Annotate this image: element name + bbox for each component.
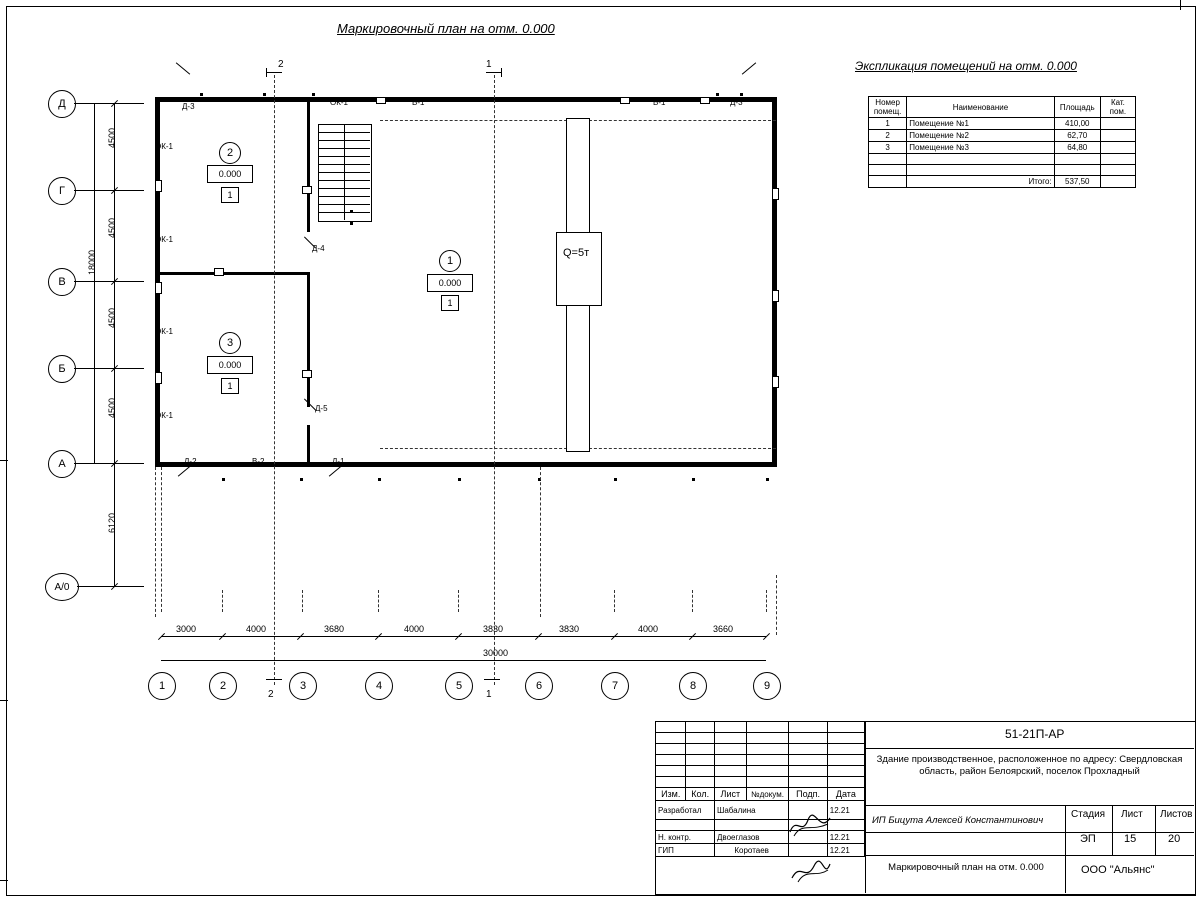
section-arrow-2-top (266, 72, 282, 73)
opening-mark (700, 97, 710, 104)
section-arrow-2-bottom (266, 679, 282, 680)
section-arrow-head (266, 68, 267, 77)
name-empty (715, 820, 789, 831)
cell-name (907, 154, 1054, 165)
section-line-left-ext (155, 467, 156, 617)
total-cat (1100, 176, 1135, 188)
room-marker-3: 3 (219, 332, 241, 354)
stamp-divider-v4 (1155, 805, 1156, 855)
axis-leader-a (74, 463, 144, 464)
axis-circle-g: Г (48, 177, 76, 205)
rev-cell (827, 755, 864, 766)
column-dot (740, 93, 743, 96)
table-row (869, 142, 1136, 154)
date-ncontr: 12.21 (827, 831, 864, 844)
opening-label-ok1-3: ОК-1 (155, 327, 173, 336)
cell-area (1054, 154, 1100, 165)
opening-label-d5: Д-5 (315, 404, 328, 413)
bottom-total-dim-line (161, 660, 766, 661)
interior-wall-vertical (307, 102, 310, 232)
rev-cell (715, 722, 747, 733)
opening-mark (772, 376, 779, 388)
section-arrow-1-bottom (484, 679, 500, 680)
opening-label-d4: Д-4 (312, 244, 325, 253)
axis-circle-8: 8 (679, 672, 707, 700)
list-value: 15 (1124, 833, 1137, 845)
rev-cell (686, 755, 715, 766)
room-level-3: 0.000 (207, 356, 253, 374)
axis-leader-b (74, 368, 144, 369)
rev-cell (715, 733, 747, 744)
bottom-total-dim: 30000 (483, 648, 509, 658)
opening-label-ok1-top: ОК-1 (330, 98, 348, 107)
rev-cell (656, 766, 686, 777)
wall-top (155, 97, 777, 102)
opening-label-ok1-2: ОК-1 (155, 235, 173, 244)
grid-line-7 (614, 590, 615, 612)
axis-circle-b: Б (48, 355, 76, 383)
stamp-divider-v2 (1065, 805, 1066, 855)
room-cat-2: 1 (221, 187, 239, 203)
interior-wall-vertical-3 (307, 425, 310, 465)
opening-label-d3-top-right: Д-3 (730, 98, 743, 107)
revision-row (656, 766, 865, 777)
explication-header-row (869, 97, 1136, 118)
opening-mark (620, 97, 630, 104)
axis-leader-a0 (77, 586, 144, 587)
axis-leader-d (74, 103, 144, 104)
table-row (869, 118, 1136, 130)
rev-cell (715, 744, 747, 755)
role-developer: Разработал (656, 801, 715, 820)
cell-number (869, 165, 907, 176)
axis-circle-a: А (48, 450, 76, 478)
revision-row (656, 722, 865, 733)
grid-line-5 (458, 590, 459, 612)
cell-name (907, 165, 1054, 176)
opening-label-v1-a: В-1 (412, 98, 425, 107)
rev-cell (715, 755, 747, 766)
rev-cell (827, 777, 864, 788)
total-label: Итого: (907, 176, 1054, 188)
opening-label-d2: Д-2 (184, 457, 197, 466)
section-line-right-ext (540, 467, 541, 617)
section-line-1 (494, 75, 495, 685)
role-empty (656, 820, 715, 831)
axis-leader-g (74, 190, 144, 191)
axis-circle-7: 7 (601, 672, 629, 700)
column-dot (200, 93, 203, 96)
rev-cell (746, 766, 789, 777)
list-label: Лист (1121, 809, 1143, 820)
rev-cell (789, 777, 827, 788)
room-marker-2: 2 (219, 142, 241, 164)
company-name: ООО "Альянс" (1081, 864, 1155, 876)
table-row (869, 165, 1136, 176)
opening-mark (155, 282, 162, 294)
stamp-divider-h2 (865, 805, 1194, 806)
cell-name: Помещение №3 (907, 142, 1054, 154)
grid-line-8 (692, 590, 693, 612)
explication-title: Экспликация помещений на отм. 0.000 (855, 59, 1077, 73)
rev-cell (827, 766, 864, 777)
column-dot (692, 478, 695, 481)
role-ncontr: Н. контр. (656, 831, 715, 844)
column-dot (222, 478, 225, 481)
rev-col-date: Дата (827, 788, 864, 801)
axis-circle-3: 3 (289, 672, 317, 700)
frame-left-margin-line (0, 460, 8, 461)
stamp-divider-vertical (865, 721, 866, 893)
cell-number (869, 154, 907, 165)
stage-value: ЭП (1080, 833, 1096, 845)
opening-label-d1: Д-1 (332, 457, 345, 466)
rev-cell (656, 755, 686, 766)
rev-cell (789, 744, 827, 755)
rev-cell (789, 733, 827, 744)
axis-circle-v: В (48, 268, 76, 296)
designer-name: ИП Бицута Алексей Константинович (872, 815, 1044, 826)
opening-mark (155, 372, 162, 384)
cell-area: 410,00 (1054, 118, 1100, 130)
rev-cell (686, 733, 715, 744)
total-value: 537,50 (1054, 176, 1100, 188)
room-marker-1: 1 (439, 250, 461, 272)
vertical-dim-3: 4500 (107, 308, 117, 329)
rev-cell (746, 733, 789, 744)
bottom-dim-2: 4000 (246, 624, 267, 634)
rev-cell (656, 744, 686, 755)
column-dot (263, 93, 266, 96)
total-empty (869, 176, 907, 188)
axis-circle-a0: А/0 (45, 573, 79, 601)
col-number: Номер помещ. (869, 97, 907, 118)
rev-cell (686, 766, 715, 777)
rev-col-list: Лист (715, 788, 747, 801)
stamp-divider-h3 (865, 832, 1194, 833)
axis-circle-2: 2 (209, 672, 237, 700)
col-cat: Кат. пом. (1100, 97, 1135, 118)
col-name: Наименование (907, 97, 1054, 118)
grid-line-4 (378, 590, 379, 612)
explication-table (868, 96, 1136, 188)
opening-mark (214, 268, 224, 276)
rev-cell (827, 744, 864, 755)
rev-cell (686, 722, 715, 733)
role-gip: ГИП (656, 844, 715, 857)
rev-cell (686, 744, 715, 755)
rev-cell (827, 733, 864, 744)
grid-line-9 (766, 590, 767, 612)
rev-col-docnum: №докум. (746, 788, 789, 801)
rev-cell (789, 755, 827, 766)
revision-table (655, 721, 865, 857)
section-arrow-head (501, 68, 502, 77)
cell-number: 1 (869, 118, 907, 130)
opening-mark (772, 290, 779, 302)
table-row (869, 130, 1136, 142)
date-developer: 12.21 (827, 801, 864, 820)
bottom-dim-4: 4000 (404, 624, 425, 634)
rev-cell (656, 733, 686, 744)
date-empty (827, 820, 864, 831)
rev-col-izm: Изм. (656, 788, 686, 801)
rev-cell (656, 777, 686, 788)
opening-label-ok1-1: ОК-1 (155, 142, 173, 151)
axis-circle-6: 6 (525, 672, 553, 700)
rev-cell (789, 766, 827, 777)
rev-col-kol: Кол. (686, 788, 715, 801)
stamp-divider-v5 (1065, 855, 1066, 893)
opening-mark (155, 180, 162, 192)
opening-label-d3-top: Д-3 (182, 102, 195, 111)
rev-cell (827, 722, 864, 733)
rev-cell (746, 777, 789, 788)
rev-cell (746, 744, 789, 755)
frame-left-margin-line-2 (0, 700, 8, 701)
col-area: Площадь (1054, 97, 1100, 118)
bottom-dim-7: 4000 (638, 624, 659, 634)
column-dot (378, 478, 381, 481)
bottom-dim-1: 3000 (176, 624, 197, 634)
axis-circle-9: 9 (753, 672, 781, 700)
name-ncontr: Двоеглазов (715, 831, 789, 844)
room-cat-1: 1 (441, 295, 459, 311)
interior-wall-vertical-2 (307, 272, 310, 407)
cell-cat (1100, 142, 1135, 154)
rev-cell (746, 755, 789, 766)
date-gip: 12.21 (827, 844, 864, 857)
section-mark-1-bottom: 1 (486, 689, 492, 700)
stair-dot (350, 210, 353, 213)
opening-label-ok1-4: ОК-1 (155, 411, 173, 420)
rev-cell (715, 777, 747, 788)
grid-line-1 (161, 467, 162, 612)
rev-cell (746, 722, 789, 733)
bottom-dim-5: 3830 (483, 624, 504, 634)
revision-row (656, 733, 865, 744)
section-mark-2-top: 2 (278, 59, 284, 70)
cell-cat (1100, 165, 1135, 176)
grid-line-2 (222, 590, 223, 612)
axis-circle-d: Д (48, 90, 76, 118)
vertical-dim-5: 6120 (107, 513, 117, 534)
stair-rail (344, 124, 345, 220)
rev-cell (715, 766, 747, 777)
section-line-2 (274, 75, 275, 685)
cell-number: 2 (869, 130, 907, 142)
grid-line-3 (302, 590, 303, 612)
vertical-dim-4: 4500 (107, 398, 117, 419)
stamp-row-spacer (656, 820, 865, 831)
vertical-dim-1: 4500 (107, 128, 117, 149)
name-gip: Коротаев (715, 844, 789, 857)
explication-total-row (869, 176, 1136, 188)
rev-cell (789, 722, 827, 733)
crane-capacity-label: Q=5т (563, 247, 590, 259)
interior-wall-horizontal (158, 272, 308, 275)
lists-label: Листов (1160, 809, 1193, 820)
rev-cell (686, 777, 715, 788)
bottom-dim-6: 3830 (559, 624, 580, 634)
cell-area (1054, 165, 1100, 176)
cell-cat (1100, 118, 1135, 130)
cell-area: 62,70 (1054, 130, 1100, 142)
vertical-dim-2: 4500 (107, 218, 117, 239)
revision-row (656, 777, 865, 788)
frame-corner-line (1180, 0, 1181, 10)
stage-label: Стадия (1071, 809, 1106, 820)
staircase (318, 124, 372, 222)
stamp-row-ncontr (656, 831, 865, 844)
revision-row (656, 755, 865, 766)
object-title: Здание производственное, расположенное по адресу: Свердловская область, район Белоярский, поселок Прохладный (876, 754, 1183, 777)
project-code: 51-21П-АР (1005, 727, 1065, 741)
rev-col-sign: Подп. (789, 788, 827, 801)
room-cat-3: 1 (221, 378, 239, 394)
column-dot (766, 478, 769, 481)
table-row (869, 154, 1136, 165)
rev-cell (656, 722, 686, 733)
name-developer: Шабалина (715, 801, 789, 820)
room-level-2: 0.000 (207, 165, 253, 183)
cell-area: 64,80 (1054, 142, 1100, 154)
bottom-dim-8: 3660 (713, 624, 734, 634)
column-dot (716, 93, 719, 96)
opening-mark (302, 186, 312, 194)
revision-row (656, 744, 865, 755)
lists-value: 20 (1168, 833, 1181, 845)
opening-mark (376, 97, 386, 104)
axis-circle-1: 1 (148, 672, 176, 700)
cell-number: 3 (869, 142, 907, 154)
vertical-dim-chain-outer (94, 103, 95, 463)
stamp-divider-h4 (865, 855, 1194, 856)
axis-circle-4: 4 (365, 672, 393, 700)
sign-gip (789, 844, 827, 857)
cell-cat (1100, 154, 1135, 165)
room-level-1: 0.000 (427, 274, 473, 292)
wall-right (772, 97, 777, 467)
section-mark-1-top: 1 (486, 59, 492, 70)
column-dot (614, 478, 617, 481)
wall-bottom (155, 462, 777, 467)
axis-circle-5: 5 (445, 672, 473, 700)
cell-name: Помещение №2 (907, 130, 1054, 142)
bottom-dim-3: 3680 (324, 624, 345, 634)
crane-block (556, 232, 602, 306)
opening-label-v1-b: В-1 (653, 98, 666, 107)
stamp-row-developer (656, 801, 865, 820)
axis-leader-v (74, 281, 144, 282)
stamp-divider-h1 (865, 748, 1194, 749)
section-mark-2-bottom: 2 (268, 689, 274, 700)
opening-label-v2: В-2 (252, 457, 265, 466)
stair-dot (350, 222, 353, 225)
plan-title: Маркировочный план на отм. 0.000 (337, 21, 555, 36)
column-dot (300, 478, 303, 481)
stamp-divider-v3 (1112, 805, 1113, 855)
cell-name: Помещение №1 (907, 118, 1054, 130)
revision-header-row (656, 788, 865, 801)
sheet-title: Маркировочный план на отм. 0.000 (888, 862, 1044, 873)
cell-cat (1100, 130, 1135, 142)
vertical-total-dim: 18000 (87, 250, 97, 276)
section-arrow-1-top (486, 72, 502, 73)
bottom-dim-line (161, 636, 766, 637)
section-line-far-right (776, 575, 777, 635)
column-dot (458, 478, 461, 481)
stamp-row-gip (656, 844, 865, 857)
opening-mark (302, 370, 312, 378)
signature-ncontr-icon (790, 856, 832, 884)
signature-developer-icon (788, 812, 832, 838)
column-dot (312, 93, 315, 96)
frame-left-margin-line-3 (0, 880, 8, 881)
opening-mark (772, 188, 779, 200)
